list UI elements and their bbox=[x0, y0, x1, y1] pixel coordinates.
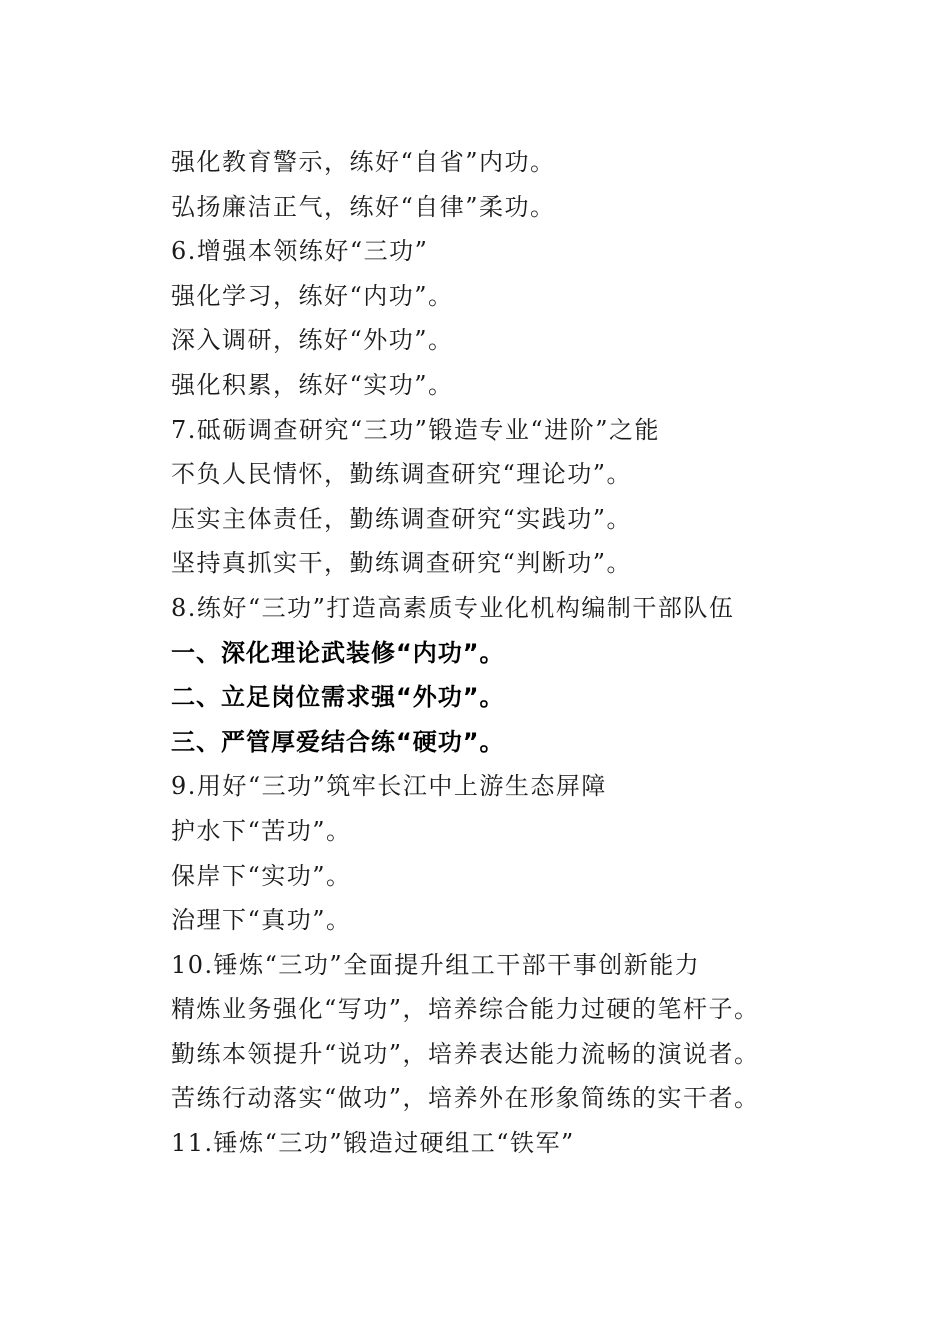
body-line: 压实主体责任，勤练调查研究“实践功”。 bbox=[171, 504, 633, 533]
body-line: 弘扬廉洁正气，练好“自律”柔功。 bbox=[171, 192, 556, 221]
body-line: 苦练行动落实“做功”，培养外在形象简练的实干者。 bbox=[171, 1084, 760, 1113]
bold-subheading: 一、深化理论武装修“内功”。 bbox=[171, 638, 505, 667]
section-heading: 11.锤炼“三功”锻造过硬组工“铁军” bbox=[171, 1129, 575, 1158]
body-line: 治理下“真功”。 bbox=[171, 906, 352, 935]
section-heading: 9.用好“三功”筑牢长江中上游生态屏障 bbox=[171, 772, 607, 801]
document-body bbox=[171, 140, 911, 1166]
section-heading: 10.锤炼“三功”全面提升组工干部干事创新能力 bbox=[171, 950, 701, 979]
body-line: 保岸下“实功”。 bbox=[171, 861, 352, 890]
body-line: 强化积累，练好“实功”。 bbox=[171, 370, 454, 399]
section-heading: 6.增强本领练好“三功” bbox=[171, 237, 429, 266]
body-line: 勤练本领提升“说功”，培养表达能力流畅的演说者。 bbox=[171, 1039, 760, 1068]
section-heading: 7.砥砺调查研究“三功”锻造专业“进阶”之能 bbox=[171, 415, 660, 444]
section-heading: 8.练好“三功”打造高素质专业化机构编制干部队伍 bbox=[171, 593, 735, 622]
bold-subheading: 三、严管厚爱结合练“硬功”。 bbox=[171, 727, 505, 756]
body-line: 坚持真抓实干，勤练调查研究“判断功”。 bbox=[171, 549, 633, 578]
body-line: 护水下“苦功”。 bbox=[171, 816, 352, 845]
body-line: 强化教育警示，练好“自省”内功。 bbox=[171, 148, 556, 176]
body-line: 强化学习，练好“内功”。 bbox=[171, 281, 454, 310]
body-line: 深入调研，练好“外功”。 bbox=[171, 326, 454, 355]
bold-subheading: 二、立足岗位需求强“外功”。 bbox=[171, 683, 505, 712]
body-line: 精炼业务强化“写功”，培养综合能力过硬的笔杆子。 bbox=[171, 995, 760, 1024]
body-line: 不负人民情怀，勤练调查研究“理论功”。 bbox=[171, 460, 633, 489]
